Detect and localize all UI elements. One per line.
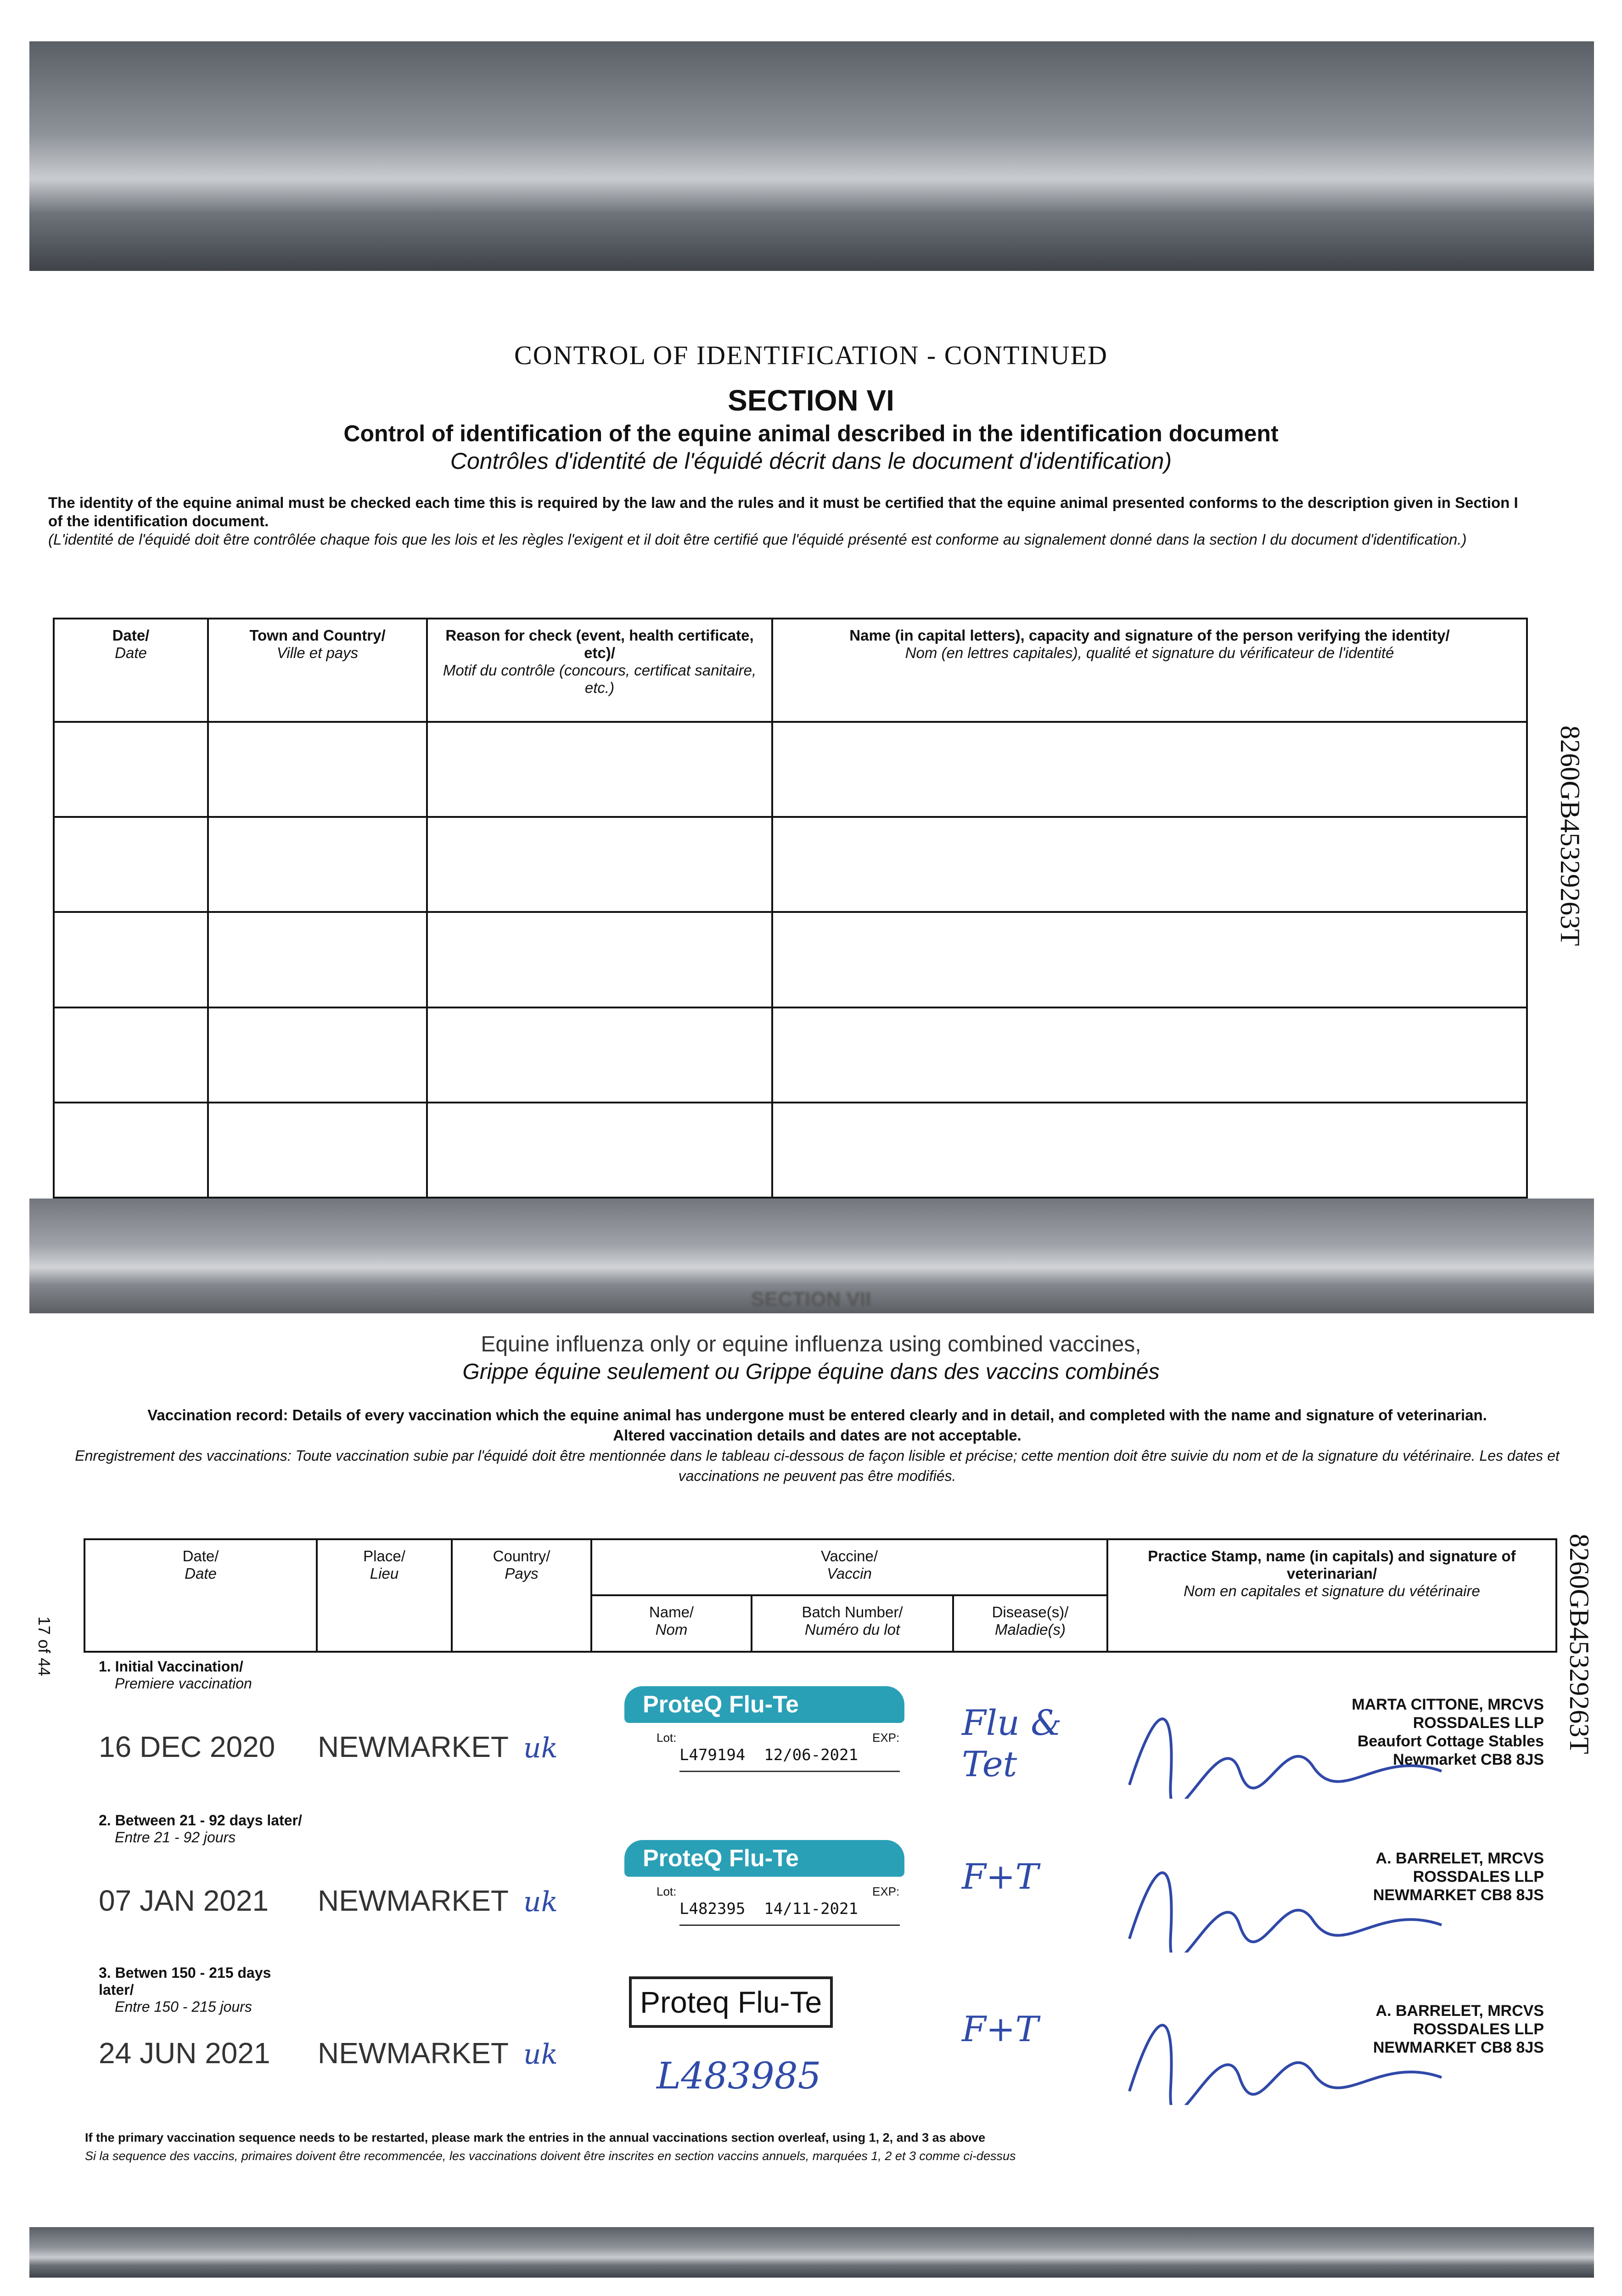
place-stamp: NEWMARKET bbox=[318, 1884, 509, 1917]
place-stamp: NEWMARKET bbox=[318, 1730, 509, 1763]
header-disease-fr: Maladie(s) bbox=[994, 1621, 1066, 1638]
header-date: Date/ bbox=[112, 627, 150, 644]
country-handwritten: uk bbox=[523, 1886, 558, 1918]
section-vii-title-fr: Grippe équine seulement ou Grippe équine dans des vaccins combinés bbox=[462, 1360, 1160, 1384]
cell[interactable] bbox=[54, 1007, 208, 1103]
vet-line: A. BARRELET, MRCVS bbox=[1375, 2002, 1544, 2020]
country-handwritten: uk bbox=[523, 2038, 558, 2071]
header-name-fr: Nom bbox=[655, 1621, 688, 1638]
header-country: Country/ bbox=[493, 1548, 550, 1564]
country-handwritten: uk bbox=[523, 1732, 558, 1764]
cell[interactable] bbox=[208, 912, 427, 1007]
header-date-fr: Date bbox=[185, 1565, 217, 1582]
record-en-1: Vaccination record: Details of every vaccination which the equine animal has undergone must be entered clearly and in detail, and completed with the name and signature of veterinarian. bbox=[147, 1407, 1487, 1424]
cell[interactable] bbox=[208, 722, 427, 817]
record-en-2: Altered vaccination details and dates are not acceptable. bbox=[613, 1427, 1021, 1444]
header-town: Town and Country/ bbox=[249, 627, 386, 644]
exp-label: EXP: bbox=[872, 1731, 900, 1745]
vet-stamp bbox=[1373, 2002, 1544, 2057]
header-vaccine: Vaccine/ bbox=[820, 1548, 878, 1564]
cell[interactable] bbox=[208, 817, 427, 912]
lot-label: Lot: bbox=[657, 1731, 677, 1745]
lot-number: L479194 bbox=[679, 1746, 746, 1764]
table-row bbox=[54, 1007, 1527, 1103]
title-en: Control of identification of the equine animal described in the identification document bbox=[343, 421, 1279, 446]
vet-line: NEWMARKET CB8 8JS bbox=[1373, 2039, 1544, 2056]
lot-label: Lot: bbox=[657, 1885, 677, 1898]
scan-artifact-bottom bbox=[29, 2227, 1594, 2278]
row-label-fr: Entre 21 - 92 jours bbox=[115, 1829, 236, 1846]
header-name: Name (in capital letters), capacity and signature of the person verifying the identity/ bbox=[849, 627, 1450, 644]
date-stamp: 16 DEC 2020 bbox=[99, 1730, 275, 1763]
section-title: SECTION VI bbox=[728, 384, 894, 417]
table-row bbox=[54, 1103, 1527, 1198]
header-batch-fr: Numéro du lot bbox=[804, 1621, 900, 1638]
cell[interactable] bbox=[772, 912, 1527, 1007]
header-name: Name/ bbox=[649, 1604, 694, 1621]
vet-line: ROSSDALES LLP bbox=[1413, 1868, 1544, 1885]
record-fr: Enregistrement des vaccinations: Toute vaccination subie par l'équidé doit être mentionnée dans le tableau ci-dessous de façon lisible et précise; cette mention doit être suivie du nom et de la signature du vétérinaire. Les dates et vaccinations ne peuvent pas être modifiés. bbox=[75, 1447, 1560, 1484]
cell[interactable] bbox=[427, 1103, 772, 1198]
date-stamp: 24 JUN 2021 bbox=[99, 2037, 270, 2070]
vet-line: Beaufort Cottage Stables bbox=[1357, 1733, 1544, 1750]
header-name-fr: Nom (en lettres capitales), qualité et signature du vérificateur de l'identité bbox=[905, 644, 1394, 661]
cell[interactable] bbox=[772, 722, 1527, 817]
expiry-date: 14/11-2021 bbox=[764, 1900, 858, 1918]
record bbox=[69, 1405, 1566, 1486]
identity-check-table bbox=[53, 618, 1528, 1199]
vaccine-stamp: Proteq Flu-Te bbox=[629, 1976, 833, 2028]
exp-label: EXP: bbox=[872, 1885, 900, 1898]
header-place-fr: Lieu bbox=[370, 1565, 399, 1582]
page-number: 17 of 44 bbox=[35, 1616, 54, 1677]
expiry-date: 12/06-2021 bbox=[764, 1746, 858, 1764]
vaccine-name: ProteQ Flu-Te bbox=[643, 1691, 799, 1718]
disease-handwritten: Flu & Tet bbox=[962, 1702, 1062, 1784]
cell[interactable] bbox=[772, 1007, 1527, 1103]
cell[interactable] bbox=[54, 1103, 208, 1198]
header-stamp: Practice Stamp, name (in capitals) and signature of veterinarian/ bbox=[1148, 1548, 1516, 1582]
row-label: 1. Initial Vaccination/ bbox=[99, 1658, 243, 1675]
vaccine-label bbox=[624, 1840, 904, 1877]
vet-line: ROSSDALES LLP bbox=[1413, 2020, 1544, 2038]
footer-fr: Si la sequence des vaccins, primaires doivent être recommencée, les vaccinations doivent être inscrites en section vaccins annuels, marquées 1, 2 et 3 comme ci-dessus bbox=[85, 2149, 1016, 2163]
scan-artifact-top bbox=[29, 41, 1594, 271]
table-row bbox=[54, 912, 1527, 1007]
lot-number: L482395 bbox=[679, 1900, 746, 1918]
disease-handwritten: F+T bbox=[962, 2009, 1039, 2049]
cell[interactable] bbox=[54, 817, 208, 912]
row-label-block bbox=[99, 1812, 310, 1846]
header-place: Place/ bbox=[363, 1548, 405, 1564]
header-town-fr: Ville et pays bbox=[276, 644, 359, 661]
place-stamp: NEWMARKET bbox=[318, 2037, 509, 2070]
section-vii-title: SECTION VII bbox=[751, 1288, 871, 1311]
cell[interactable] bbox=[772, 1103, 1527, 1198]
passport-id-top: 8260GB45329263T bbox=[1555, 726, 1585, 946]
vet-line: ROSSDALES LLP bbox=[1413, 1714, 1544, 1732]
footer-en: If the primary vaccination sequence needs to be restarted, please mark the entries in the annual vaccinations section overleaf, using 1, 2, and 3 as above bbox=[85, 2131, 986, 2144]
disease-handwritten: F+T bbox=[962, 1856, 1039, 1897]
cell[interactable] bbox=[208, 1007, 427, 1103]
intro bbox=[48, 494, 1531, 549]
vaccine-name: ProteQ Flu-Te bbox=[643, 1845, 799, 1872]
row-label-fr: Premiere vaccination bbox=[115, 1675, 252, 1692]
intro-fr: (L'identité de l'équidé doit être contrôlée chaque fois que les lois et les règles l'exigent et il doit être certifié que l'équidé présenté est conforme au signalement donné dans la section I du document d'identification.) bbox=[48, 531, 1467, 548]
header-date: Date/ bbox=[182, 1548, 219, 1564]
row-label: 3. Betwen 150 - 215 days later/ bbox=[99, 1964, 271, 1998]
continued-title: CONTROL OF IDENTIFICATION - CONTINUED bbox=[514, 340, 1108, 370]
cell[interactable] bbox=[427, 912, 772, 1007]
lot-exp bbox=[679, 1900, 900, 1926]
row-label-block bbox=[99, 1964, 310, 2015]
record-en bbox=[69, 1405, 1566, 1446]
table-row bbox=[54, 722, 1527, 817]
vet-stamp bbox=[1352, 1695, 1544, 1769]
vet-line: Newmarket CB8 8JS bbox=[1393, 1751, 1544, 1768]
vet-line: NEWMARKET CB8 8JS bbox=[1373, 1886, 1544, 1904]
header-disease: Disease(s)/ bbox=[992, 1604, 1069, 1621]
cell[interactable] bbox=[427, 817, 772, 912]
cell[interactable] bbox=[427, 722, 772, 817]
vet-stamp bbox=[1373, 1849, 1544, 1904]
intro-en: The identity of the equine animal must be checked each time this is required by the law and the rules and it must be certified that the equine animal presented conforms to the description given in Section I of the identification document. bbox=[48, 494, 1518, 529]
batch-handwritten: L483985 bbox=[657, 2054, 821, 2097]
title-fr: Contrôles d'identité de l'équidé décrit dans le document d'identification) bbox=[450, 448, 1172, 474]
cell[interactable] bbox=[54, 912, 208, 1007]
header-reason: Reason for check (event, health certificate, etc)/ bbox=[445, 627, 754, 661]
row-label: 2. Between 21 - 92 days later/ bbox=[99, 1812, 302, 1829]
cell[interactable] bbox=[427, 1007, 772, 1103]
header-batch: Batch Number/ bbox=[802, 1604, 903, 1621]
cell[interactable] bbox=[772, 817, 1527, 912]
header-date-fr: Date bbox=[115, 644, 147, 661]
table-row bbox=[54, 817, 1527, 912]
header-stamp-fr: Nom en capitales et signature du vétérinaire bbox=[1184, 1582, 1480, 1599]
vet-line: MARTA CITTONE, MRCVS bbox=[1352, 1696, 1544, 1713]
lot-exp bbox=[679, 1746, 900, 1772]
cell[interactable] bbox=[54, 722, 208, 817]
cell[interactable] bbox=[208, 1103, 427, 1198]
row-label-fr: Entre 150 - 215 jours bbox=[115, 1998, 252, 2015]
passport-id-bottom: 8260GB45329263T bbox=[1564, 1534, 1594, 1754]
header-vaccine-fr: Vaccin bbox=[827, 1565, 872, 1582]
row-label-block bbox=[99, 1658, 310, 1692]
date-stamp: 07 JAN 2021 bbox=[99, 1884, 269, 1917]
section-vii-title-en: Equine influenza only or equine influenza using combined vaccines, bbox=[481, 1332, 1141, 1356]
vet-line: A. BARRELET, MRCVS bbox=[1375, 1850, 1544, 1867]
header-country-fr: Pays bbox=[505, 1565, 539, 1582]
vaccine-label bbox=[624, 1686, 904, 1723]
header-reason-fr: Motif du contrôle (concours, certificat sanitaire, etc.) bbox=[443, 662, 757, 696]
